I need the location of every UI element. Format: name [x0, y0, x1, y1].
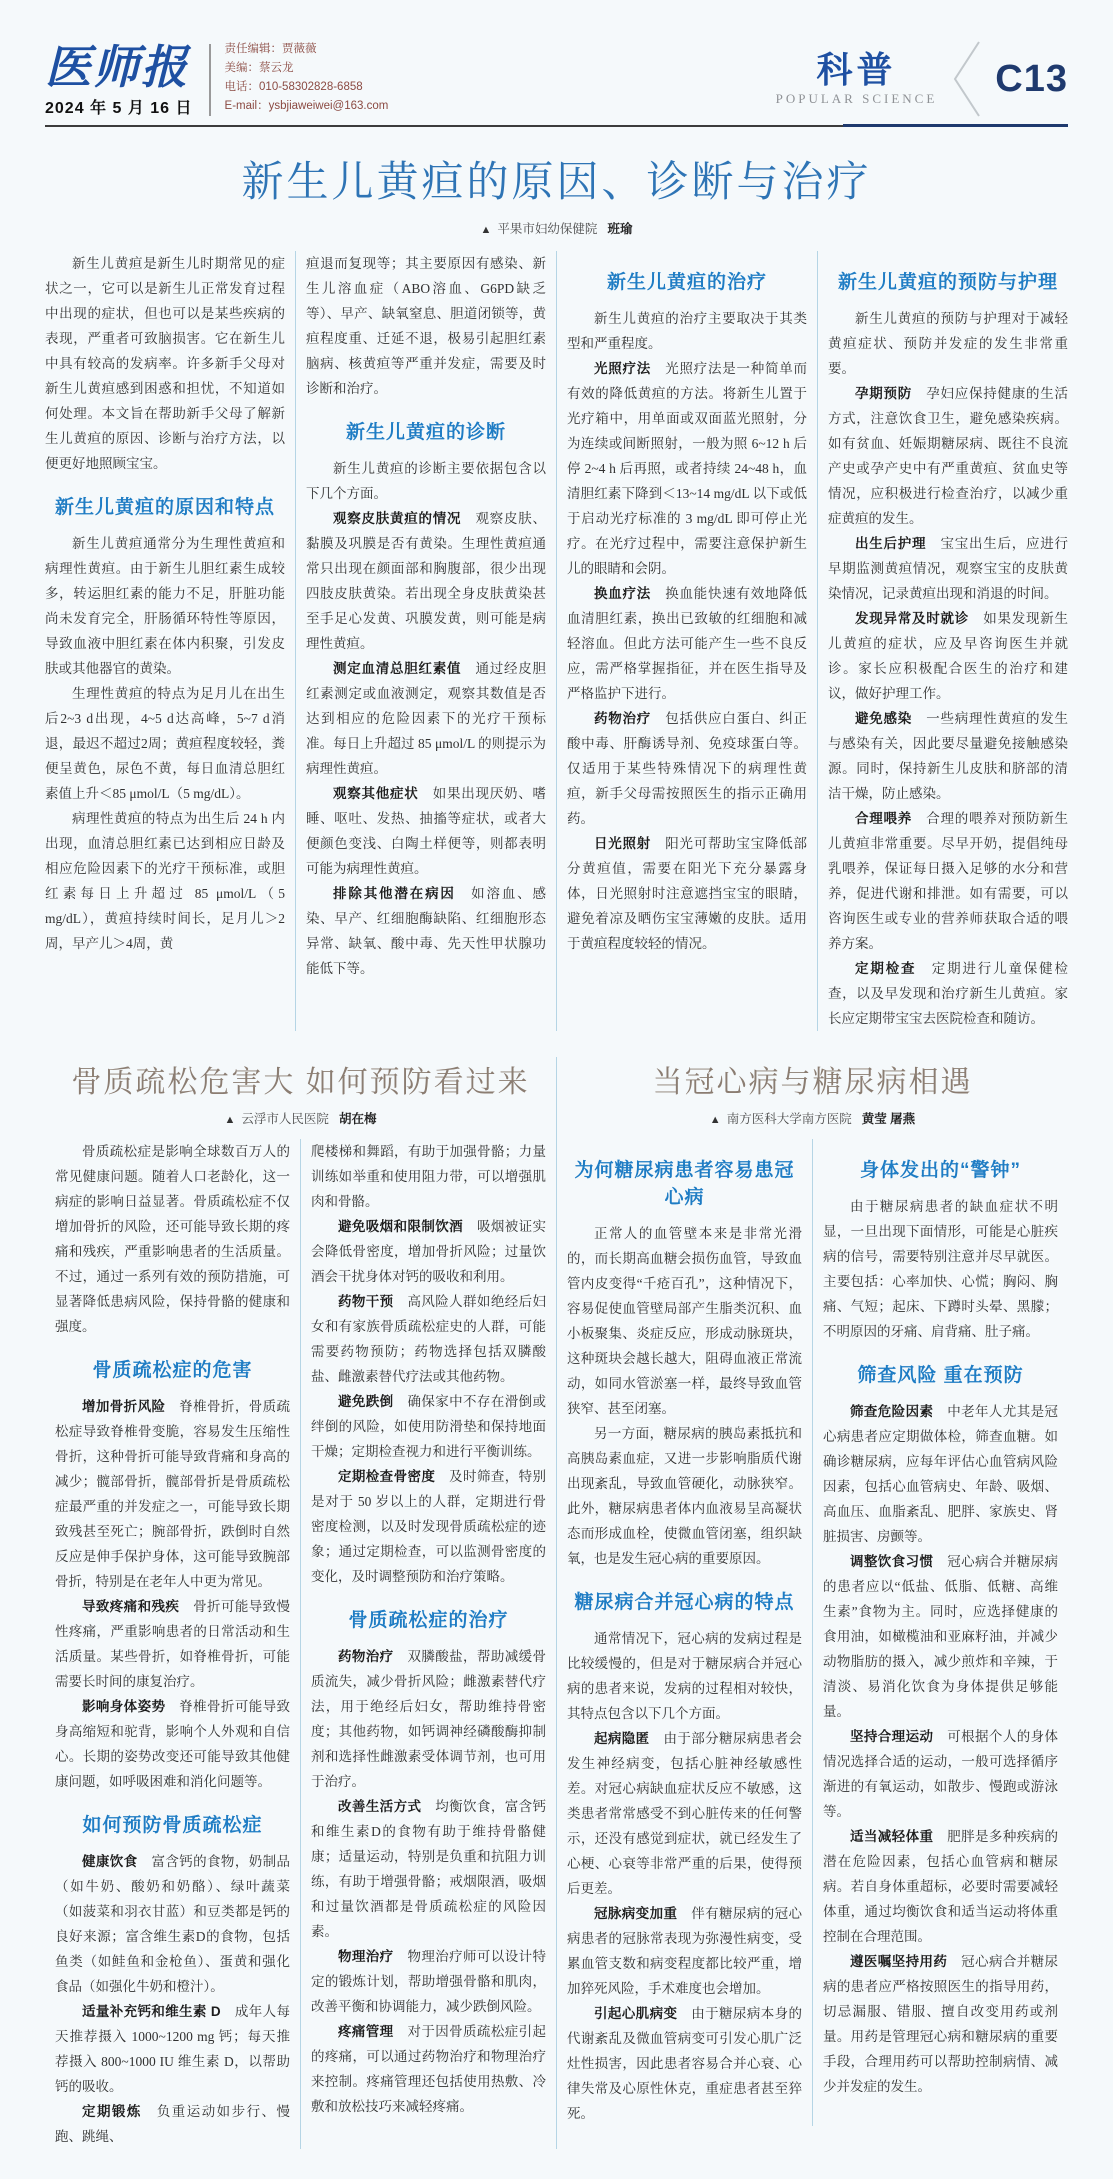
paragraph-run-in-label: 坚持合理运动 — [850, 1729, 948, 1744]
article-column — [556, 251, 817, 1031]
body-paragraph: 生理性黄疸的特点为足月儿在出生后2~3 d出现，4~5 d达高峰，5~7 d消退，最迟不超过2周；黄疸程度较轻，粪便呈黄色，尿色不黄，每日血清总胆红素值上升＜85 μmol/L（5 mg/dL）。 — [45, 686, 285, 801]
body-paragraph: 适当减轻体重 肥胖是多种疾病的潜在危险因素，包括心血管病和糖尿病。若自身体重超标，必要时需要减轻体重，通过均衡饮食和适当运动将体重控制在合理范围。 — [823, 1829, 1058, 1944]
body-paragraph: 筛查危险因素 中老年人尤其是冠心病患者应定期做体检，筛查血糖。如确诊糖尿病，应每年评估心血管病风险因素，包括心血管病史、年龄、吸烟、高血压、血脂紊乱、肥胖、家族史、肾脏损害、房颤等。 — [823, 1404, 1058, 1544]
body-paragraph: 病理性黄疸的特点为出生后 24 h 内出现，血清总胆红素已达到相应日龄及相应危险因素下的光疗干预标准，或胆红素每日上升超过 85 μmol/L（5 mg/dL），黄疸持续时间长，足月儿＞2周，早产儿＞4周，黄 — [45, 811, 285, 951]
body-paragraph: 物理治疗 物理治疗师可以设计特定的锻炼计划，帮助增强骨骼和肌肉，改善平衡和协调能力，减少跌倒风险。 — [311, 1949, 547, 2014]
body-paragraph: 起病隐匿 由于部分糖尿病患者会发生神经病变，包括心脏神经敏感性差。对冠心病缺血症状反应不敏感，这类患者常常感受不到心脏传来的任何警示，还没有感觉到症状，就已经发生了心梗、心衰等非常严重的后果，使得预后更差。 — [567, 1731, 803, 1896]
byline-triangle-icon: ▲ — [224, 1114, 236, 1126]
byline-triangle-icon: ▲ — [480, 224, 492, 236]
masthead-section-block — [776, 40, 1068, 118]
article-column — [45, 251, 295, 1031]
section-heading: 骨质疏松症的治疗 — [348, 1610, 509, 1631]
paragraph-run-in-label: 改善生活方式 — [338, 1799, 436, 1814]
body-paragraph: 坚持合理运动 可根据个人的身体情况选择合适的运动，一般可选择循序渐进的有氧运动，如散步、慢跑或游泳等。 — [823, 1729, 1058, 1819]
section-heading: 新生儿黄疸的诊断 — [345, 422, 506, 443]
paragraph-run-in-label: 合理喂养 — [855, 811, 927, 826]
section-heading: 新生儿黄疸的原因和特点 — [54, 497, 275, 518]
paragraph-run-in-label: 增加骨折风险 — [82, 1399, 180, 1414]
article-column — [295, 251, 556, 1031]
email-line: E-mail：ysbjiaweiwei@163.com — [224, 100, 389, 113]
body-paragraph: 避免感染 一些病理性黄疸的发生与感染有关，因此要尽量避免接触感染源。同时，保持新生儿皮肤和脐部的清洁干燥，防止感染。 — [828, 711, 1068, 801]
body-paragraph: 遵医嘱坚持用药 冠心病合并糖尿病的患者应严格按照医生的指导用药，切忌漏服、错服、擅自改变用药或剂量。用药是管理冠心病和糖尿病的重要手段，合理用药可以帮助控制病情、减少并发症的发生。 — [823, 1954, 1059, 2094]
paragraph-run-in-label: 观察其他症状 — [333, 786, 433, 801]
byline-authors: 胡在梅 — [338, 1112, 377, 1126]
article-byline — [45, 1109, 556, 1127]
paragraph-run-in-label: 影响身体姿势 — [82, 1699, 180, 1714]
body-paragraph: 新生儿黄疸是新生儿时期常见的症状之一，它可以是新生儿正常发育过程中出现的症状，但也可以是某些疾病的表现，严重者可致脑损害。它在新生儿中具有较高的发病率。许多新手父母对新生儿黄疸感到困惑和担忧，不知道如何处理。本文旨在帮助新手父母了解新生儿黄疸的原因、诊断与治疗方法，以便更好地照顾宝宝。 — [45, 256, 285, 471]
section-heading: 骨质疏松症的危害 — [92, 1360, 253, 1381]
paragraph-run-in-label: 遵医嘱坚持用药 — [850, 1954, 962, 1969]
article-osteoporosis — [45, 1057, 556, 2149]
body-paragraph: 骨质疏松症是影响全球数百万人的常见健康问题。随着人口老龄化，这一病症的影响日益显著。骨质疏松症不仅增加骨折的风险，还可能导致长期的疼痛和残疾，严重影响患者的生活质量。不过，通过一系列有效的预防措施，可显著降低患病风险，保持骨骼的健康和强度。 — [55, 1144, 290, 1334]
chevron-left-icon — [949, 40, 983, 118]
byline-affiliation: 平果市妇幼保健院 — [497, 222, 598, 236]
paragraph-run-in-label: 定期锻炼 — [82, 2104, 157, 2119]
paragraph-run-in-label: 冠脉病变加重 — [594, 1906, 692, 1921]
body-paragraph: 疼痛管理 对于因骨质疏松症引起的疼痛，可以通过药物治疗和物理治疗来控制。疼痛管理还包括使用热敷、冷敷和放松技巧来减轻疼痛。 — [311, 2024, 547, 2114]
section-name-cn: 科普 — [816, 48, 897, 90]
paragraph-run-in-label: 适当减轻体重 — [850, 1829, 948, 1844]
body-paragraph: 光照疗法 光照疗法是一种简单而有效的降低黄疸的方法。将新生儿置于光疗箱中，用单面或双面蓝光照射，分为连续或间断照射，一般为照 6~12 h 后停 2~4 h 后再照，或者持续 24~48 h，血清胆红素下降到＜13~14 mg/dL 以下或低于启动光疗标准的 3 mg/dL 即可停止光疗。在光疗过程中，需要注意保护新生儿的眼睛和会阴。 — [567, 361, 807, 576]
body-paragraph: 影响身体姿势 脊椎骨折可能导致身高缩短和驼背，影响个人外观和自信心。长期的姿势改变还可能导致其他健康问题，如呼吸困难和消化问题等。 — [55, 1699, 290, 1789]
body-paragraph: 通常情况下，冠心病的发病过程是比较缓慢的，但是对于糖尿病合并冠心病的患者来说，发病的过程相对较快，其特点包含以下几个方面。 — [567, 1631, 802, 1721]
masthead-rule-dark — [45, 125, 843, 127]
article-column — [812, 1139, 1058, 2126]
paragraph-run-in-label: 适量补充钙和维生素 D — [82, 2004, 235, 2019]
article-column — [300, 1139, 546, 2149]
paragraph-run-in-label: 疼痛管理 — [338, 2024, 408, 2039]
article-byline — [45, 219, 1068, 237]
paragraph-run-in-label: 日光照射 — [594, 836, 666, 851]
article-byline — [557, 1109, 1068, 1127]
body-paragraph: 爬楼梯和舞蹈，有助于加强骨骼；力量训练如举重和使用阻力带，可以增强肌肉和骨骼。 — [311, 1144, 546, 1209]
section-name-en: POPULAR SCIENCE — [775, 90, 938, 106]
paragraph-run-in-label: 换血疗法 — [594, 586, 666, 601]
body-paragraph: 测定血清总胆红素值 通过经皮胆红素测定或血液测定，观察其数值是否达到相应的危险因素下的光疗干预标准。每日上升超过 85 μmol/L 的则提示为病理性黄疸。 — [306, 661, 546, 776]
body-paragraph: 新生儿黄疸的诊断主要依据包含以下几个方面。 — [306, 461, 546, 501]
paragraph-run-in-label: 药物治疗 — [594, 711, 666, 726]
paragraph-run-in-label: 导致疼痛和残疾 — [82, 1599, 194, 1614]
article-column — [567, 1139, 812, 2126]
masthead-left — [45, 39, 193, 118]
paragraph-run-in-label: 起病隐匿 — [594, 1731, 664, 1746]
article-columns — [557, 1139, 1068, 2126]
body-paragraph: 观察皮肤黄疸的情况 观察皮肤、黏膜及巩膜是否有黄染。生理性黄疸通常只出现在颜面部和胸腹部，很少出现四肢皮肤黄染。若出现全身皮肤黄染甚至手足心发黄、巩膜发黄，则可能是病理性黄疸。 — [306, 511, 546, 651]
page-number: C13 — [995, 57, 1068, 100]
body-paragraph: 冠脉病变加重 伴有糖尿病的冠心病患者的冠脉常表现为弥漫性病变，受累血管支数和病变程度都比较严重，增加猝死风险，手术难度也会增加。 — [567, 1906, 802, 1996]
paragraph-run-in-label: 孕期预防 — [855, 386, 927, 401]
body-paragraph: 新生儿黄疸的治疗主要取决于其类型和严重程度。 — [567, 311, 807, 351]
paragraph-run-in-label: 药物干预 — [338, 1294, 408, 1309]
body-paragraph: 新生儿黄疸的预防与护理对于减轻黄疸症状、预防并发症的发生非常重要。 — [828, 311, 1068, 376]
masthead-rule — [45, 124, 1068, 127]
phone-line: 电话：010-58302828-6858 — [224, 81, 363, 94]
section-heading: 新生儿黄疸的预防与护理 — [837, 272, 1058, 293]
body-paragraph: 适量补充钙和维生素 D 成年人每天推荐摄入 1000~1200 mg 钙；每天推荐摄入 800~1000 IU 维生素 D，以帮助钙的吸收。 — [55, 2004, 291, 2094]
body-paragraph: 药物治疗 包括供应白蛋白、纠正酸中毒、肝酶诱导剂、免疫球蛋白等。仅适用于某些特殊情况下的病理性黄疸，新手父母需按照医生的指示正确用药。 — [567, 711, 807, 826]
body-paragraph: 出生后护理 宝宝出生后，应进行早期监测黄疸情况，观察宝宝的皮肤黄染情况，记录黄疸出现和消退的时间。 — [828, 536, 1068, 601]
editor-line: 责任编辑：贾薇薇 — [224, 43, 317, 56]
body-paragraph: 另一方面，糖尿病的胰岛素抵抗和高胰岛素血症，又进一步影响脂质代谢出现紊乱，导致血管硬化，动脉狭窄。此外，糖尿病患者体内血液易呈高凝状态而形成血栓，使微血管闭塞，组织缺氧，也是发生冠心病的重要原因。 — [567, 1426, 802, 1566]
body-paragraph: 合理喂养 合理的喂养对预防新生儿黄疸非常重要。尽早开奶，提倡纯母乳喂养，保证每日摄入足够的水分和营养，促进代谢和排泄。如有需要，可以咨询医生或专业的营养师获取合适的喂养方案。 — [828, 811, 1068, 951]
section-heading: 身体发出的“警钟” — [859, 1160, 1021, 1181]
body-paragraph: 定期锻炼 负重运动如步行、慢跑、跳绳、 — [55, 2104, 291, 2144]
body-paragraph: 发现异常及时就诊 如果发现新生儿黄疸的症状，应及早咨询医生并就诊。家长应积极配合医生的治疗和建议，做好护理工作。 — [828, 611, 1068, 701]
body-paragraph: 孕期预防 孕妇应保持健康的生活方式，注意饮食卫生，避免感染疾病。如有贫血、妊娠期糖尿病、既往不良流产史或孕产史中有严重黄疸、贫血史等情况，应积极进行检查治疗，以减少重症黄疸的发生。 — [828, 386, 1068, 526]
paragraph-run-in-label: 调整饮食习惯 — [850, 1554, 948, 1569]
masthead-info — [225, 40, 389, 118]
paragraph-run-in-label: 物理治疗 — [338, 1949, 408, 1964]
article-jaundice — [45, 149, 1068, 1031]
body-paragraph: 由于糖尿病患者的缺血症状不明显，一旦出现下面情形，可能是心脏疾病的信号，需要特别注意并尽早就医。主要包括：心率加快、心慌；胸闷、胸痛、气短；起床、下蹲时头晕、黑朦；不明原因的牙痛、肩背痛、肚子痛。 — [823, 1199, 1058, 1339]
paragraph-run-in-label: 筛查危险因素 — [850, 1404, 948, 1419]
masthead-rule-blue — [843, 124, 1068, 127]
masthead-divider — [209, 44, 211, 116]
body-paragraph: 定期检查骨密度 及时筛查，特别是对于 50 岁以上的人群，定期进行骨密度检测，以及时发现骨质疏松症的迹象；通过定期检查，可以监测骨密度的变化，及时调整预防和治疗策略。 — [311, 1469, 547, 1584]
body-paragraph: 观察其他症状 如果出现厌奶、嗜睡、呕吐、发热、抽搐等症状，或者大便颜色变浅、白陶土样便等，则都表明可能为病理性黄疸。 — [306, 786, 546, 876]
article-column — [817, 251, 1068, 1031]
body-paragraph: 调整饮食习惯 冠心病合并糖尿病的患者应以“低盐、低脂、低糖、高维生素”食物为主。同时，应选择健康的食用油，如橄榄油和亚麻籽油，并减少动物脂肪的摄入，减少煎炸和辛辣，于清淡、易消化饮食为身体提供足够能量。 — [823, 1554, 1058, 1719]
section-heading: 新生儿黄疸的治疗 — [606, 272, 767, 293]
article-title: 当冠心病与糖尿病相遇 — [652, 1066, 973, 1099]
paragraph-run-in-label: 避免吸烟和限制饮酒 — [338, 1219, 477, 1234]
byline-affiliation: 南方医科大学南方医院 — [726, 1112, 852, 1126]
body-paragraph: 排除其他潜在病因 如溶血、感染、早产、红细胞酶缺陷、红细胞形态异常、缺氧、酸中毒、先天性甲状腺功能低下等。 — [306, 886, 547, 976]
body-paragraph: 避免吸烟和限制饮酒 吸烟被证实会降低骨密度，增加骨折风险；过量饮酒会干扰身体对钙的吸收和利用。 — [311, 1219, 547, 1284]
body-paragraph: 新生儿黄疸通常分为生理性黄疸和病理性黄疸。由于新生儿胆红素生成较多，转运胆红素的能力不足，肝脏功能尚未发育完全，肝肠循环特性等原因，导致血液中胆红素在体内积聚，引发皮肤或其他器官的黄染。 — [45, 536, 285, 676]
article-diabetes-chd — [556, 1057, 1068, 2149]
article-columns — [45, 1139, 556, 2149]
paragraph-run-in-label: 观察皮肤黄疸的情况 — [333, 511, 476, 526]
paragraph-run-in-label: 定期检查骨密度 — [338, 1469, 450, 1484]
byline-triangle-icon: ▲ — [709, 1114, 721, 1126]
body-paragraph: 健康饮食 富含钙的食物，奶制品（如牛奶、酸奶和奶酪）、绿叶蔬菜（如菠菜和羽衣甘蓝）和豆类都是钙的良好来源；富含维生素D的食物，包括鱼类（如鲑鱼和金枪鱼）、蛋黄和强化食品（如强化牛奶和橙汁）。 — [55, 1854, 291, 1994]
byline-authors: 黄莹 屠燕 — [861, 1112, 916, 1126]
body-paragraph: 改善生活方式 均衡饮食，富含钙和维生素D的食物有助于维持骨骼健康；适量运动，特别是负重和抗阻力训练，有助于增强骨骼；戒烟限酒，吸烟和过量饮酒都是骨质疏松症的风险因素。 — [311, 1799, 546, 1939]
body-paragraph: 疸退而复现等；其主要原因有感染、新生儿溶血症（ABO溶血、G6PD缺乏等）、早产、缺氧窒息、胆道闭锁等，黄疸程度重、迁延不退，极易引起胆红素脑病、核黄疸等严重并发症，需要及时诊断和治疗。 — [306, 256, 546, 396]
article-title: 新生儿黄疸的原因、诊断与治疗 — [241, 158, 872, 205]
body-paragraph: 避免跌倒 确保家中不存在滑倒或绊倒的风险，如使用防滑垫和保持地面干燥；定期检查视力和进行平衡训练。 — [311, 1394, 547, 1459]
paragraph-run-in-label: 排除其他潜在病因 — [333, 886, 472, 901]
article-column — [55, 1139, 300, 2149]
section-labels — [775, 48, 938, 107]
paragraph-run-in-label: 光照疗法 — [594, 361, 666, 376]
issue-date: 2024 年 5 月 16 日 — [45, 100, 193, 117]
article-columns — [45, 251, 1068, 1031]
paper-logo: 医师报 — [45, 39, 189, 94]
section-heading: 筛查风险 重在预防 — [857, 1365, 1024, 1386]
paragraph-run-in-label: 引起心肌病变 — [594, 2006, 692, 2021]
section-heading: 为何糖尿病患者容易患冠心病 — [574, 1160, 795, 1208]
paragraph-run-in-label: 药物治疗 — [338, 1649, 408, 1664]
byline-authors: 班瑜 — [607, 222, 633, 236]
paragraph-run-in-label: 避免跌倒 — [338, 1394, 408, 1409]
body-paragraph: 药物治疗 双膦酸盐，帮助减缓骨质流失，减少骨折风险；雌激素替代疗法，用于绝经后妇女，帮助维持骨密度；其他药物，如钙调神经磷酸酶抑制剂和选择性雌激素受体调节剂，也可用于治疗。 — [311, 1649, 547, 1789]
paragraph-run-in-label: 发现异常及时就诊 — [855, 611, 984, 626]
paragraph-run-in-label: 健康饮食 — [82, 1854, 152, 1869]
section-heading: 糖尿病合并冠心病的特点 — [574, 1592, 795, 1613]
paragraph-run-in-label: 测定血清总胆红素值 — [333, 661, 476, 676]
designer-line: 美编：蔡云龙 — [224, 62, 294, 75]
body-paragraph: 换血疗法 换血能快速有效地降低血清胆红素，换出已致敏的红细胞和减轻溶血。但此方法可能产生一些不良反应，需严格掌握指征，并在医生指导及严格监护下进行。 — [567, 586, 807, 701]
body-paragraph: 增加骨折风险 脊椎骨折，骨质疏松症导致脊椎骨变脆，容易发生压缩性骨折，这种骨折可能导致背痛和身高的减少；髋部骨折，髋部骨折是骨质疏松症最严重的并发症之一，可能导致长期致残甚至死亡；腕部骨折，跌倒时自然反应是伸手保护身体，这可能导致腕部骨折，特别是在老年人中更为常见。 — [55, 1399, 290, 1589]
paragraph-run-in-label: 避免感染 — [855, 711, 927, 726]
body-paragraph: 正常人的血管壁本来是非常光滑的，而长期高血糖会损伤血管，导致血管内皮变得“千疮百孔”，这种情况下，容易促使血管壁局部产生脂类沉积、血小板聚集、炎症反应，形成动脉斑块，这种斑块会越长越大，阻碍血液正常流动，如同水管淤塞一样，最终导致血管狭窄、甚至闭塞。 — [567, 1226, 802, 1416]
paragraph-run-in-label: 出生后护理 — [855, 536, 941, 551]
paragraph-run-in-label: 定期检查 — [855, 961, 932, 976]
body-paragraph: 日光照射 阳光可帮助宝宝降低部分黄疸值，需要在阳光下充分暴露身体，日光照射时注意遮挡宝宝的眼睛，避免着凉及晒伤宝宝薄嫩的皮肤。适用于黄疸程度较轻的情况。 — [567, 836, 807, 951]
body-paragraph: 引起心肌病变 由于糖尿病本身的代谢紊乱及微血管病变可引发心肌广泛灶性损害，因此患者容易合并心衰、心律失常及心原性休克，重症患者甚至猝死。 — [567, 2006, 802, 2121]
article-title: 骨质疏松危害大 如何预防看过来 — [71, 1066, 530, 1099]
body-paragraph: 定期检查 定期进行儿童保健检查，以及早发现和治疗新生儿黄疸。家长应定期带宝宝去医院检查和随访。 — [828, 961, 1069, 1026]
masthead — [45, 40, 1068, 118]
body-paragraph: 导致疼痛和残疾 骨折可能导致慢性疼痛，严重影响患者的日常活动和生活质量。某些骨折，如脊椎骨折，可能需要长时间的康复治疗。 — [55, 1599, 291, 1689]
byline-affiliation: 云浮市人民医院 — [241, 1112, 329, 1126]
body-paragraph: 药物干预 高风险人群如绝经后妇女和有家族骨质疏松症史的人群，可能需要药物预防；药物选择包括双膦酸盐、雌激素替代疗法或其他药物。 — [311, 1294, 547, 1384]
bottom-articles — [45, 1057, 1068, 2149]
section-heading: 如何预防骨质疏松症 — [82, 1815, 263, 1836]
